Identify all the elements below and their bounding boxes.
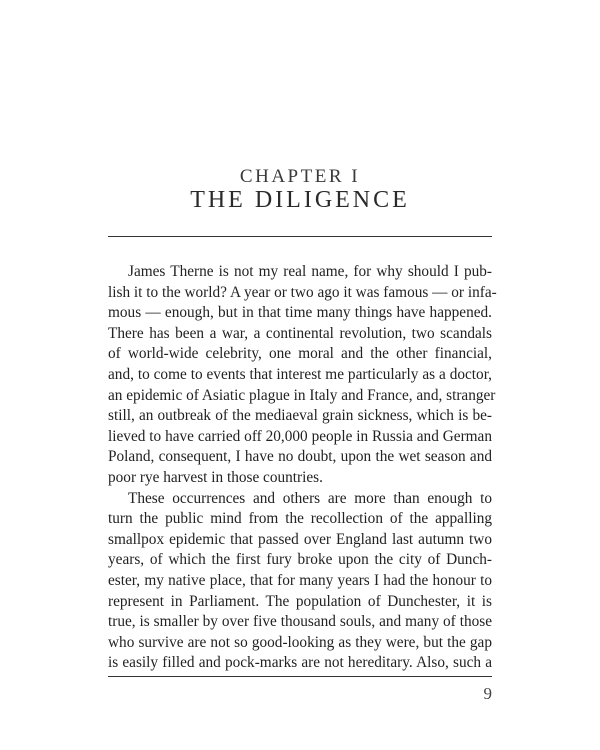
text-line: represent in Parliament. The population of Dunchester, it is — [108, 592, 492, 610]
text-line: an epidemic of Asiatic plague in Italy and France, and, stranger — [108, 386, 496, 404]
text-line: still, an outbreak of the mediaeval grain sickness, which is be- — [108, 407, 492, 425]
chapter-number: CHAPTER I — [239, 166, 361, 187]
text-line: These occurrences and others are more than enough to — [128, 489, 492, 507]
body-text — [108, 262, 497, 674]
text-line: lieved to have carried off 20,000 people in Russia and German — [108, 427, 492, 445]
text-line: who survive are not so good-looking as they were, but the gap — [108, 633, 492, 651]
text-line: Poland, consequent, I have no doubt, upon the wet season and — [108, 448, 492, 466]
paragraph — [108, 489, 492, 674]
text-line: ester, my native place, that for many years I had the honour to — [108, 571, 492, 589]
text-line: lish it to the world? A year or two ago it was famous — or infa- — [108, 283, 497, 301]
text-line: James Therne is not my real name, for why should I pub- — [128, 263, 492, 280]
top-rule — [108, 236, 492, 237]
paragraph — [108, 262, 497, 489]
text-line: true, is smaller by over five thousand souls, and many of those — [108, 613, 492, 631]
text-line: and, to come to events that interest me particularly as a doctor, — [108, 365, 492, 383]
text-line: is easily filled and pock-marks are not hereditary. Also, such a — [108, 654, 492, 672]
text-line: poor rye harvest in those countries. — [108, 468, 323, 486]
text-line: years, of which the first fury broke upon the city of Dunch- — [108, 551, 492, 569]
text-line: mous — enough, but in that time many things have happened. — [108, 304, 492, 322]
text-line: smallpox epidemic that passed over England last autumn two — [108, 530, 492, 548]
text-line: of world-wide celebrity, one moral and the other financial, — [108, 345, 492, 363]
text-line: There has been a war, a continental revolution, two scandals — [108, 324, 492, 342]
text-line: turn the public mind from the recollection of the appalling — [108, 510, 492, 528]
bottom-rule — [108, 676, 492, 677]
page-number: 9 — [483, 684, 492, 703]
chapter-title: THE DILIGENCE — [190, 187, 410, 213]
